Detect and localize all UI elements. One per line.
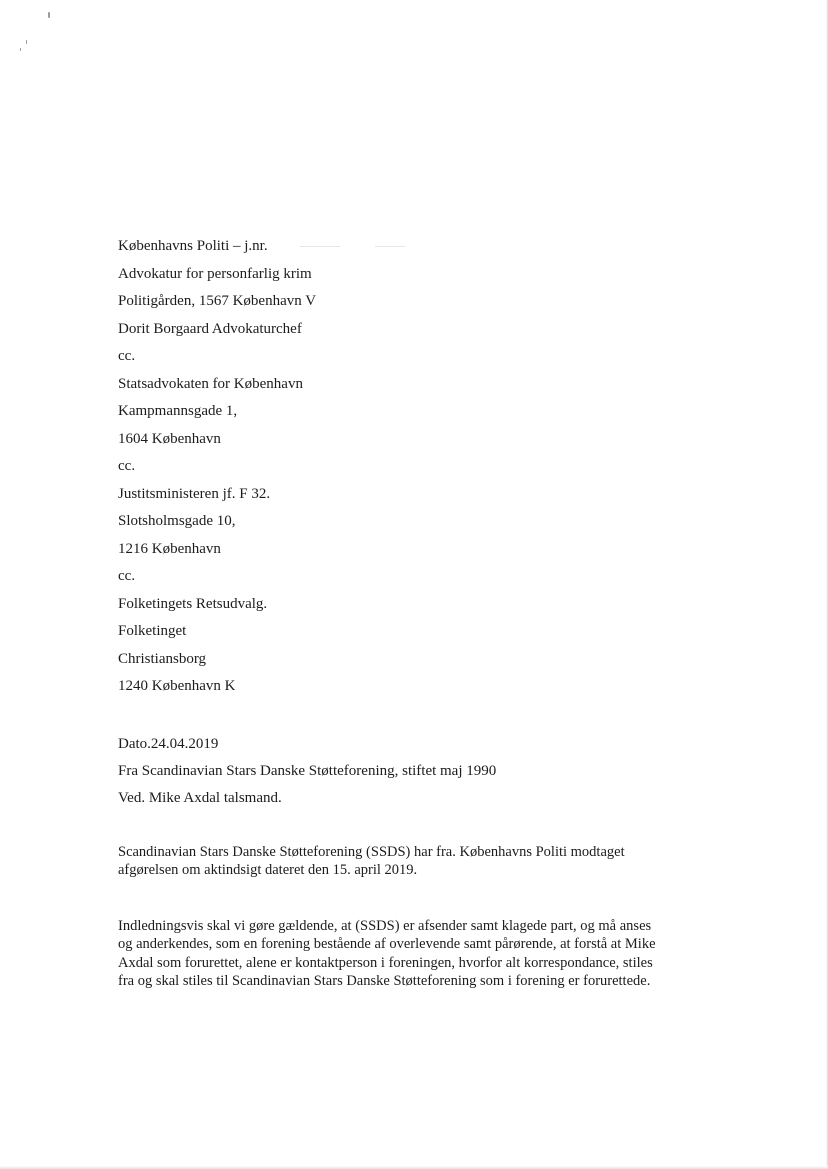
letter-sender: Fra Scandinavian Stars Danske Støtteforening, stiftet maj 1990: [118, 763, 497, 779]
recipient-line: Kampmannsgade 1,: [118, 403, 238, 419]
paragraph-line: fra og skal stiles til Scandinavian Stars Danske Støtteforening som i forening er forurettede.: [118, 972, 651, 989]
paragraph-line: og anderkendes, som en forening bestående af overlevende samt pårørende, at forstå at Mike: [118, 936, 656, 953]
paragraph-line: Axdal som forurettet, alene er kontaktperson i foreningen, hvorfor alt korrespondance, stiles: [118, 954, 653, 971]
body-paragraph-1: [118, 843, 625, 880]
recipient-line: Folketinget: [118, 623, 187, 639]
recipient-line: Justitsministeren jf. F 32.: [118, 485, 271, 502]
paragraph-line: afgørelsen om aktindsigt dateret den 15. april 2019.: [118, 862, 418, 879]
letter-date: Dato.24.04.2019: [118, 736, 219, 752]
body-paragraph-2: [118, 917, 656, 990]
paragraph-line: Indledningsvis skal vi gøre gældende, at (SSDS) er afsender samt klagede part, og må anses: [118, 918, 652, 934]
recipient-address-block: [118, 233, 316, 701]
cc-label: cc.: [118, 458, 136, 474]
cc-label: cc.: [118, 348, 136, 364]
cc-label: cc.: [118, 568, 136, 584]
scan-speck: [26, 40, 27, 44]
scan-speck: [20, 48, 21, 51]
recipient-line: Advokatur for personfarlig krim: [118, 265, 312, 282]
paragraph-line: Scandinavian Stars Danske Støtteforening (SSDS) har fra. Københavns Politi modtaget: [118, 844, 625, 860]
letter-sender-contact: Ved. Mike Axdal talsmand.: [118, 790, 282, 806]
redaction-trace: [375, 246, 405, 247]
recipient-line: 1240 København K: [118, 678, 236, 694]
recipient-line: Politigården, 1567 København V: [118, 293, 317, 309]
recipient-line: 1216 København: [118, 540, 221, 557]
recipient-line: Folketingets Retsudvalg.: [118, 595, 268, 612]
scan-speck: [48, 12, 50, 18]
recipient-line: Slotsholmsgade 10,: [118, 513, 236, 529]
letter-meta-block: [118, 731, 496, 812]
recipient-line: Dorit Borgaard Advokaturchef: [118, 320, 302, 337]
recipient-line: Københavns Politi – j.nr.: [118, 238, 268, 254]
recipient-line: Christiansborg: [118, 650, 207, 667]
recipient-line: Statsadvokaten for København: [118, 375, 303, 392]
recipient-line: 1604 København: [118, 430, 221, 447]
